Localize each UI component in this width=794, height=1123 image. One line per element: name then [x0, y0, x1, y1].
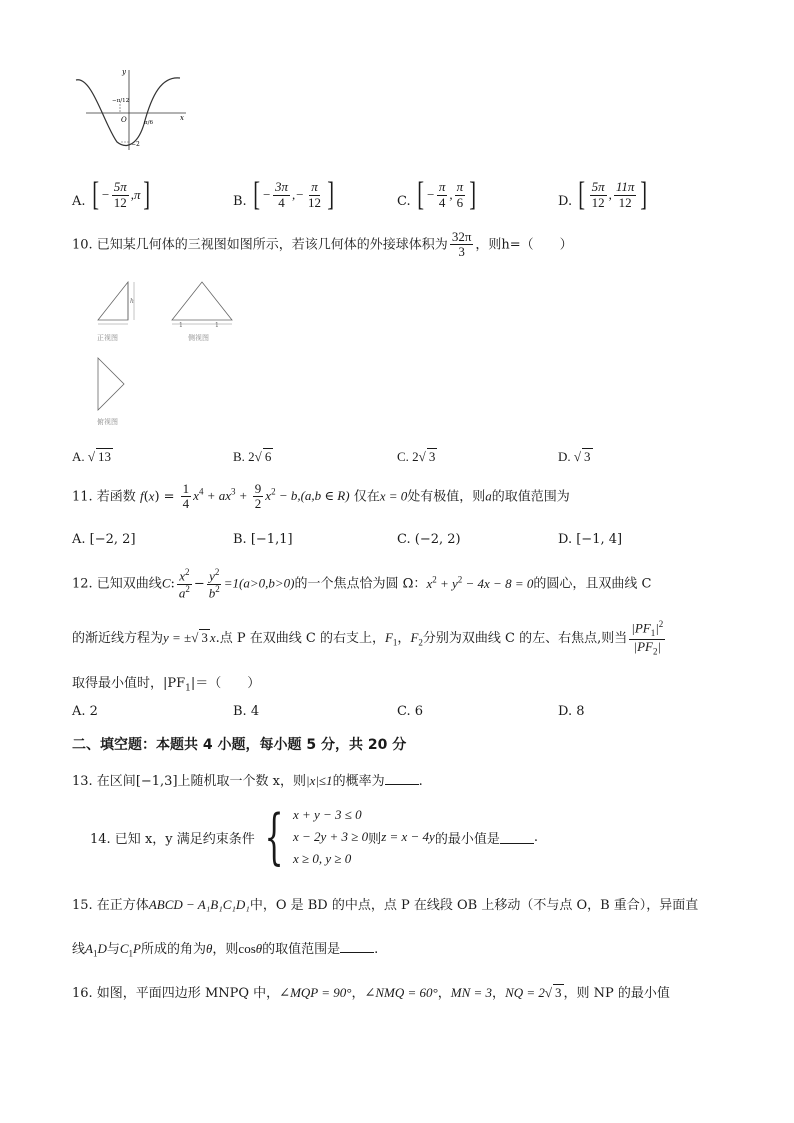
q14-constraints: x + y − 3 ≤ 0 x − 2y + 3 ≥ 0 x ≥ 0, y ≥ 0 — [292, 807, 369, 866]
q11-option-c: C. (−2, 2) — [397, 532, 461, 547]
pi6-label: π/6 — [144, 120, 153, 126]
q10-option-c: C. 2√ 3 — [397, 449, 436, 464]
q11-stem: 11. 若函数 f(x) = $\frac{1}{4}$ $x^4 + ax^3$ + $\frac{9}{2}$ $x^2 - b,(a,b$ ∈ R) 仅在x = 0处有极值，则a的取值范围为 — [72, 481, 570, 512]
q11-option-d: D. [−1, 4] — [558, 532, 623, 547]
q14-stem: 14. 已知 x，y 满足约束条件 { x + y − 3 ≤ 0 x − 2y + 3 ≥ 0 x ≥ 0, y ≥ 0 则 z = x − 4y 的最小值是 . — [90, 802, 538, 872]
q14-answer-blank[interactable] — [500, 831, 534, 844]
dim-label-right: 1 — [215, 322, 219, 329]
top-view — [98, 358, 124, 410]
q12-stem-line2: 的渐近线方程为y = ±√ 3 x.点 P 在双曲线 C 的右支上，$F_1$，$F_2$分别为双曲线 C 的左、右焦点,则当 $\frac{|PF_1|^2}{|PF_2|}$ — [72, 619, 664, 657]
q10-option-d: D. √ 3 — [558, 449, 591, 464]
q10-option-b: B. 2√ 6 — [233, 449, 272, 464]
section-2-title: 二、填空题：本题共 4 小题，每小题 5 分，共 20 分 — [72, 737, 407, 753]
q9-option-b: B. [ − $\frac{3\pi}{4}$ ,− $\frac{\pi}{12}$ ] — [233, 178, 336, 212]
origin-label: O — [121, 116, 127, 124]
dim-label-left: 1 — [179, 322, 183, 329]
side-view-label: 侧视图 — [188, 334, 209, 342]
q9-option-a-value: [ − $\frac{5\pi}{12}$ ,π ] — [91, 176, 150, 213]
q11-function: f — [139, 488, 144, 504]
sine-curve — [76, 78, 180, 146]
q9-option-c-value: [ − $\frac{\pi}{4}$ , $\frac{\pi}{6}$ ] — [417, 176, 477, 213]
front-view-label: 正视图 — [97, 334, 118, 342]
front-view — [98, 282, 128, 320]
q9-option-b-value: [ − $\frac{3\pi}{4}$ ,− $\frac{\pi}{12}$ ] — [253, 176, 335, 213]
q10-option-a: A. √ 13 — [72, 449, 112, 464]
q9-option-a: A. [ − $\frac{5\pi}{12}$ ,π ] — [72, 178, 152, 212]
q13-stem: 13. 在区间[−1,3]上随机取一个数 x，则|x|≤1的概率为 . — [72, 773, 423, 789]
q11-option-b: B. [−1,1] — [233, 532, 293, 547]
q15-stem-line2: 线$A_1D$与$C_1P$所成的角为θ，则cosθ的取值范围是 . — [72, 941, 379, 959]
q15-answer-blank[interactable] — [340, 940, 374, 953]
q12-option-a: A. 2 — [72, 704, 98, 719]
x-axis-label: x — [180, 114, 184, 122]
q12-option-b: B. 4 — [233, 704, 260, 719]
q10-stem: 10. 已知某几何体的三视图如图所示，若该几何体的外接球体积为 $\frac{32\pi}{3}$ ，则h=（ ） — [72, 229, 573, 260]
sine-graph — [72, 64, 194, 154]
side-view — [172, 282, 232, 320]
q12-stem-line1: 12. 已知双曲线C: $\frac{x^2}{a^2}$ − $\frac{y^2}{b^2}$ =1(a>0,b>0)的一个焦点恰为圆 Ω：$x^2 + y^2 - 4x - 8 = 0$的圆心，且双曲线 C — [72, 567, 652, 600]
q12-option-d: D. 8 — [558, 704, 585, 719]
q11-option-a: A. [−2, 2] — [72, 532, 136, 547]
q15-stem-line1: 15. 在正方体ABCD − A₁B₁C₁D₁中，O 是 BD 的中点，点 P 在线段 OB 上移动（不与点 O，B 重合），异面直 — [72, 897, 699, 913]
q12-option-c: C. 6 — [397, 704, 424, 719]
q9-option-d-value: [ $\frac{5\pi}{12}$ , $\frac{11\pi}{12}$ ] — [578, 176, 648, 213]
neg-pi12-label: −π/12 — [112, 98, 130, 104]
min-label: −2 — [131, 141, 140, 148]
top-view-label: 俯视图 — [97, 418, 118, 426]
q10-volume-fraction: $\frac{32\pi}{3}$ — [451, 229, 472, 260]
y-axis-label: y — [122, 68, 126, 76]
q12-stem-line3: 取得最小值时，$|PF_1|=$（ ） — [72, 676, 261, 694]
three-view-figure — [92, 278, 242, 428]
q13-answer-blank[interactable] — [385, 772, 419, 785]
q16-stem: 16. 如图，平面四边形 MNPQ 中，∠MQP = 90°，∠NMQ = 60°，MN = 3，NQ = 2√ 3 ，则 NP 的最小值 — [72, 985, 670, 1001]
q9-option-c: C. [ − $\frac{\pi}{4}$ , $\frac{\pi}{6}$ ] — [397, 178, 478, 212]
q9-option-d: D. [ $\frac{5\pi}{12}$ , $\frac{11\pi}{12}$ ] — [558, 178, 650, 212]
h-label: h — [130, 298, 134, 305]
